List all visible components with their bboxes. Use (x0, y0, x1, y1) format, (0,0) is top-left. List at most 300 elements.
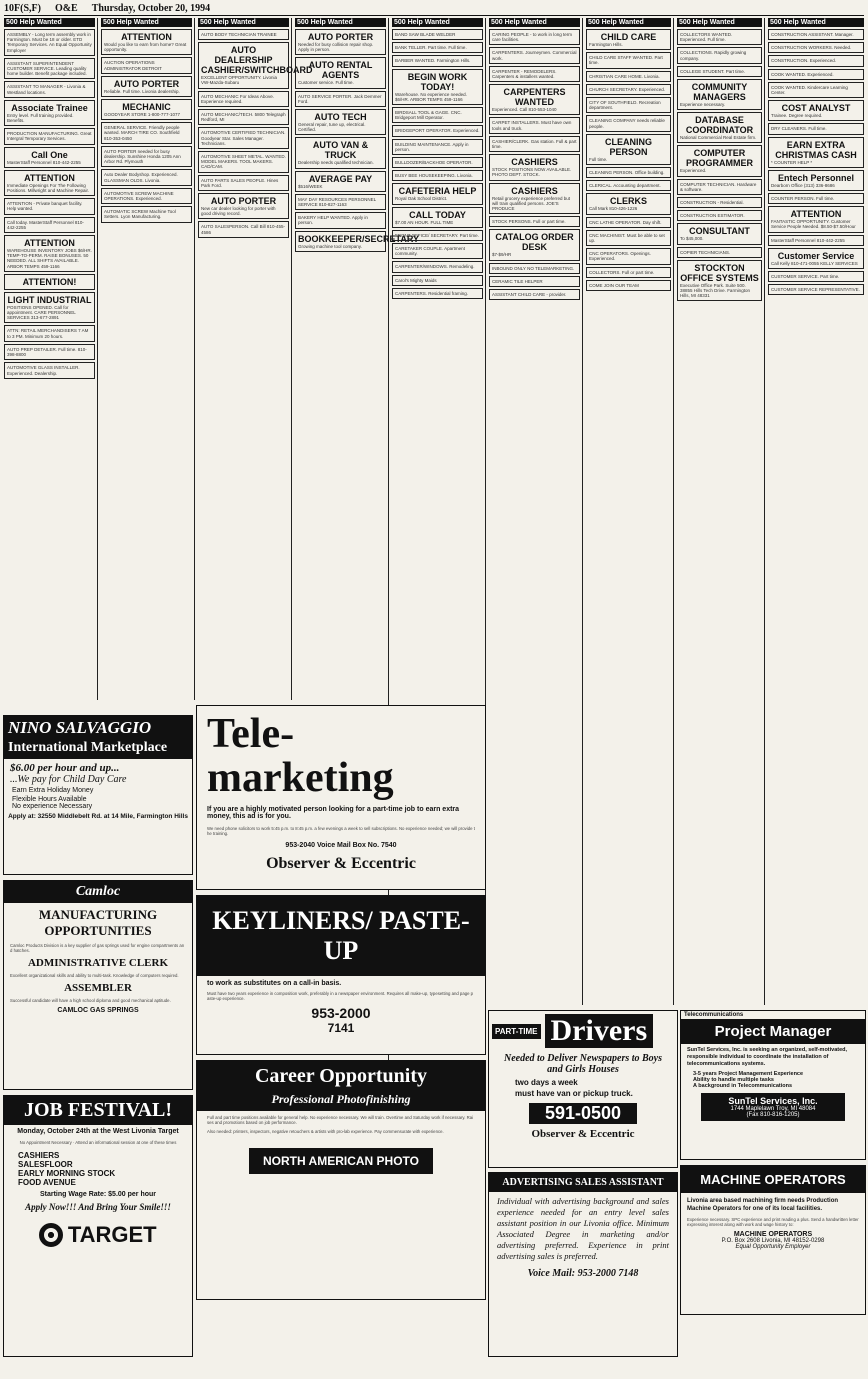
classified-ad (295, 29, 386, 55)
classified-ad (768, 29, 864, 40)
classified-ad (101, 76, 192, 97)
classified-ad-title: CONSULTANT (689, 226, 750, 237)
classified-ad-body: COLLECTIONS. Rapidly growing company. (680, 50, 747, 61)
classified-ad (677, 79, 762, 110)
classified-ad-body: Needed for busy collision repair shop. Apply in person. (298, 42, 374, 53)
classified-ad-title: EARN EXTRA CHRISTMAS CASH (775, 139, 857, 160)
classified-ad-body: BUILDING MAINTENANCE. Apply in person. (395, 141, 469, 152)
camloc-ad: Camloc MANUFACTURING OPPORTUNITIES Camloc Products Division is a key supplier of gas springs used for engine compartments and hatches. ADMINISTRATIVE CLERK Excellent organizational skills and ability to multi-task. Knowledge of computers required. ASSEMBLER Successful candidate will have a high school diploma and good mechanical aptitude. CAMLOC GAS SPRINGS (3, 880, 193, 1090)
pm-bullet: 3-5 years Project Management Experience (693, 1071, 804, 1077)
classified-ad-body: BRIDGEPORT OPERATOR. Experienced. (395, 128, 480, 134)
nino-bullet: No experience Necessary (12, 803, 93, 810)
telemarketing-phone: 953-2040 Voice Mail Box No. 7540 (285, 842, 397, 849)
classified-ad-body: Experienced. Call 810-553-1040 (492, 107, 557, 113)
drivers-bullet: must have van or pickup truck. (515, 1089, 633, 1098)
classified-ad (489, 84, 580, 115)
classified-ad-body: Trainee. Degree required. (771, 113, 823, 119)
classified-ad-body: Would you like to earn from home? Great opportunity. (104, 42, 187, 53)
classified-ad (295, 171, 386, 192)
classified-ad (295, 212, 386, 228)
classified-ad-title: AUTO TECH (314, 112, 367, 123)
classified-ad (392, 207, 483, 228)
classified-ad (677, 145, 762, 176)
classified-ad-body: CARING PEOPLE - to work in long term care facilities. (492, 32, 573, 43)
classified-ad (768, 193, 864, 204)
classified-ad (586, 230, 671, 246)
classified-ad (4, 325, 95, 341)
classified-ad (101, 169, 192, 185)
classified-ad (677, 29, 762, 45)
pm-body: SunTel Services, Inc. is seeking an organized, self-motivated, responsible individual to coordinate the installation of telecommunications systems. (687, 1047, 848, 1067)
classified-ad (392, 230, 483, 241)
classified-ad (489, 136, 580, 152)
classified-ad-body: COOK WANTED. Kindercare Learning Center. (771, 84, 848, 96)
classified-ad (768, 123, 864, 134)
classified-ad (489, 263, 580, 274)
classified-ad-body: Retail grocery experience preferred but will train qualified persons. JOE'S PRODUCE (492, 195, 571, 212)
drivers-ad (488, 1010, 678, 1168)
telemarketing-body: If you are a highly motivated person looking for a part-time job to earn extra money, this ad is for you. (207, 806, 460, 820)
classified-ad (198, 127, 289, 149)
camloc-footer: CAMLOC GAS SPRINGS (57, 1007, 139, 1014)
classified-ad-title: CALL TODAY (409, 209, 466, 220)
telemarketing-paper: Observer & Eccentric (266, 855, 416, 872)
classified-ad (101, 57, 192, 73)
classified-ad-body: MasterStaff Personnel 810-442-2255 (771, 237, 845, 243)
classified-ad-body: CARPENTER/WINDOWS. Remodeling. (395, 264, 475, 270)
machine-eoe: Equal Opportunity Employer (735, 1244, 811, 1250)
classified-ad-body: CLEANING PERSON. Office building. (589, 170, 665, 176)
classified-ad-title: Customer Service (777, 250, 855, 261)
classified-ad-title: AUTO DEALERSHIP CASHIER/SWITCHBOARD (201, 45, 313, 76)
career-opportunity-ad: Career Opportunity Professional Photofinishing Full and part time positions available for general help. No experience necessary. We will train. Overtime and Saturday work if necessary. Raises and promotions based on job performance. Also needed: printers, inspectors, negative retouchers & artists with pro-lab experience. Pay commensurate with experience. NORTH AMERICAN PHOTO (196, 1060, 486, 1300)
classified-ad-body: CLERICAL. Accounting department. (589, 183, 661, 189)
classified-ad-body: Executive Office Park. Suite 500. 38855 Hills Tech Drive. Farmington Hills, MI 48331 (680, 282, 750, 299)
classified-ad-body: Reliable. Full time. Livonia dealership. (104, 88, 180, 94)
column-2 (99, 18, 195, 700)
classified-ad-title: ATTENTION! (22, 276, 77, 287)
classified-ad-body: ASSEMBLY - Long term assembly work in Farmington. Must be 18 or older. ETD Temporary Services. An Equal Opportunity Employer (7, 32, 92, 53)
pm-bullet: A background in Telecommunications (693, 1083, 793, 1089)
classified-ad-body: AUTO PARTS SALES PEOPLE. Hines Park Ford. (201, 177, 279, 188)
classified-ad-body: BUSY BEE HOUSEKEEPING. Livonia. (395, 173, 473, 179)
classified-ad (101, 122, 192, 144)
classified-ad-body: AUTOMOTIVE CERTIFIED TECHNICIAN. Goodyear Star. Sales Manager. Technicians. (201, 130, 286, 146)
classified-ad-body: General repair, tune up, electrical. Certified. (298, 122, 366, 133)
classified-ad (586, 248, 671, 264)
classified-ad (768, 248, 864, 269)
classified-ad (489, 29, 580, 45)
classified-ad (198, 221, 289, 237)
classified-ad-body: CARPENTERS. Journeymen. Commercial work. (492, 50, 577, 61)
classified-ad (586, 71, 671, 82)
classified-ad (101, 29, 192, 55)
keyliners-body: to work as substitutes on a call-in basis. (207, 980, 342, 987)
classified-ad-body: ASSISTANT TO MANAGER - Livonia & Westland locations. (7, 84, 86, 95)
classified-ad (4, 198, 95, 214)
classified-ad (101, 146, 192, 168)
classified-ad (101, 99, 192, 120)
jobfest-pay: Starting Wage Rate: $5.00 per hour (39, 1191, 157, 1198)
classified-ad-body: Royal Oak School District. (395, 196, 448, 202)
drivers-part-time: PART-TIME (492, 1024, 541, 1039)
pm-header: Telecommunications (684, 1012, 744, 1018)
classified-ad (4, 344, 95, 360)
classified-ad-body: CARPET INSTALLERS. Must have own tools and truck. (492, 120, 572, 131)
classified-ad-body: Experience necessary. (680, 102, 726, 108)
classified-ad-title: CHILD CARE (600, 32, 657, 42)
classified-ad (392, 157, 483, 168)
classified-ad (768, 55, 864, 66)
classified-ad (101, 206, 192, 222)
telemarketing-title: Tele-marketing (207, 711, 394, 801)
classified-ad (4, 81, 95, 97)
classified-ad-body: CITY OF SOUTHFIELD. Recreation department. (589, 100, 661, 111)
classified-ad (489, 289, 580, 300)
machine-title: MACHINE OPERATORS (681, 1166, 865, 1193)
classified-ad-body: CASHIER/CLERK. Gas station. Full & part time. (492, 138, 577, 150)
section-header: 500 Help Wanted (101, 18, 192, 27)
classified-ad-body: AUTO SERVICE PORTER. Jack Demmer Ford. (298, 93, 382, 104)
section-header: 500 Help Wanted (4, 18, 95, 27)
classified-ad-body: COLLECTORS. Full or part time. (589, 269, 655, 275)
classified-ad-body: COLLEGE STUDENT. Part time. (680, 68, 746, 74)
classified-ad-body: COPIER TECHNICIANS. (680, 249, 731, 255)
classified-ad-body: AUCTION OPERATIONS ADMINISTRATOR DETROIT (104, 60, 162, 71)
jobfest-cta: Apply Now!!! And Bring Your Smile!!! (25, 1202, 171, 1212)
machine-address: P.O. Box 2608 Livonia, MI 48152-0298 (721, 1238, 825, 1244)
classified-ad (198, 175, 289, 191)
camloc-clerk: ADMINISTRATIVE CLERK (27, 957, 169, 969)
classified-ad-body: WAREHOUSE INVENTORY JOBS $6/HR. TEMP-TO-PERM. RAISE BONUSES. 50 NEEDED. ALL SHIFTS AVAILABLE. ARBOR TEMPS 459-1166 (7, 248, 92, 269)
classified-ad-title: COST ANALYST (781, 103, 851, 114)
nino-salvaggio-ad (3, 715, 193, 875)
classified-ad-body: MAY DAY RESOURCES PERSONNEL SERVICE 810-827-1163 (298, 196, 377, 208)
pm-title: Project Manager (681, 1019, 865, 1044)
classified-ad-body: CARETAKER COUPLE. Apartment community. (395, 246, 465, 257)
classified-ad-body: CHILD CARE STAFF WANTED. Part time. (589, 55, 663, 66)
classified-ad-body: Call Kelly 810-471-0055 KELLY SERVICES (771, 260, 858, 266)
classified-ad-body: Dearborn Office (313) 336-8686 (771, 182, 835, 188)
classified-ad (4, 292, 95, 324)
classified-ad-body: STOCK POSITIONS NOW AVAILABLE. PHOTO DEPT. STOCK. (492, 167, 572, 178)
nino-apply: Apply at: 32550 Middlebelt Rd. at 14 Mile, Farmington Hills (8, 813, 188, 820)
issue-date: Thursday, October 20, 1994 (91, 3, 211, 14)
classified-ad-body: COOK WANTED. Experienced. (771, 71, 834, 77)
classified-ad-body: CONSTRUCTION ASSISTANT. Manager. (771, 32, 854, 37)
classified-ad-body: EXCELLENT OPPORTUNITY. Livonia VW-Mazda-Subaru (201, 75, 278, 86)
machine-company: MACHINE OPERATORS (733, 1231, 813, 1238)
classified-ad-body: $7.00 AN HOUR. FULL TIME (395, 219, 454, 225)
classified-ad-body: AUTO MECHANIC/TECH. 5800 Telegraph Redford, MI (201, 112, 286, 123)
classified-ad (392, 261, 483, 272)
classified-ad (4, 235, 95, 272)
classified-ad-body: PRODUCTION MANUFACTURING. Great Intergral Temporary Services. (7, 131, 92, 142)
jobfest-position: CASHIERS (18, 1151, 60, 1160)
classified-ad-body: ASSISTANT SUPERINTENDENT CUSTOMER SERVICE. Leading quality home builder. Benefit package included. (7, 60, 87, 77)
classified-ad-body: FRONT OFFICE/ SECRETARY. Part time. (395, 232, 479, 238)
classified-ad (198, 109, 289, 125)
classified-ad (586, 193, 671, 214)
section-header: 500 Help Wanted (768, 18, 864, 27)
classified-ad-body: Warehouse. No experience needed. $6/HR. ARBOR TEMPS 459-1166 (395, 91, 467, 102)
classified-ad-body: CUSTOMER SERVICE REPRESENTATIVE. (771, 287, 860, 293)
classified-ad-body: AUTOMOTIVE GLASS INSTALLER. Experienced. Dealership. (7, 365, 80, 376)
adsales-body: Individual with advertising background and sales experience needed for an entry level sales assistant position in our Livonia office. Minimum Associated Degree in marketing and/or advertising preferred. Experience in print advertising sales is preferred. (497, 1196, 669, 1261)
classified-ad-body: Experienced. (680, 168, 707, 174)
classified-ad-body: BIRDSALL TOOL & GAGE. CNC. Bridgeport Mill Operator. (395, 110, 462, 121)
jobfest-position: EARLY MORNING STOCK (18, 1169, 116, 1178)
classified-ad-body: CNC MACHINIST. Must be able to set up. (589, 232, 665, 244)
classified-ad-title: Call One (31, 149, 68, 160)
classified-ad-body: CERAMIC TILE HELPER (492, 278, 543, 284)
classified-ad-body: ASSISTANT CHILD CARE - provider. (492, 292, 567, 298)
classified-ad (489, 183, 580, 215)
classified-ad (198, 193, 289, 219)
classified-ad-title: DATABASE COORDINATOR (685, 115, 754, 136)
classified-ad (586, 280, 671, 291)
section-header: 500 Help Wanted (677, 18, 762, 27)
classified-ad-body: Entry level. Full training provided. Benefits. (7, 112, 74, 124)
telemarketing-ad: Tele-marketing If you are a highly motivated person looking for a part-time job to earn extra money, this ad is for you. We need phone solicitors to work 5:45 p.m. to 8:45 p.m. a few evenings a week to sell subscriptions. No experience needed; we will provide the training. 953-2040 Voice Mail Box No. 7540 Observer & Eccentric (196, 705, 486, 890)
classified-ad-body: CNC LATHE OPERATOR. Day shift. (589, 219, 662, 225)
classified-ad (392, 107, 483, 123)
classified-ad-body: COLLECTORS WANTED. Experienced. Full time. (680, 32, 733, 43)
section-header: 500 Help Wanted (198, 18, 289, 27)
column-1 (2, 18, 98, 700)
classified-ad (489, 66, 580, 82)
classified-ad-title: ATTENTION (24, 238, 75, 249)
drivers-title: Drivers (545, 1014, 654, 1048)
classified-ad (586, 267, 671, 278)
classified-ad-body: MasterStaff Personnel 810-442-2255 (7, 159, 81, 165)
classified-ad (586, 180, 671, 191)
adsales-title: ADVERTISING SALES ASSISTANT (489, 1173, 677, 1192)
classified-ad-body: $516/WEEK (298, 183, 323, 189)
classified-ad-body: Call Mark 810-426-1226 (589, 206, 638, 212)
classified-ad (489, 47, 580, 63)
classified-ad-title: Associate Trainee (11, 102, 88, 113)
classified-ad-body: CHRISTIAN CARE HOME. Livonia. (589, 73, 660, 79)
classified-ad-title: CLERKS (609, 196, 647, 207)
classified-ad-body: Farmington Hills. (589, 42, 623, 47)
classified-ad (198, 42, 313, 88)
classified-ad-body: COME JOIN OUR TEAM (589, 282, 639, 288)
classified-ad-body: AUTO MECHANIC For Ideas Above. Experience required. (201, 93, 274, 104)
drivers-paper: Observer & Eccentric (531, 1128, 635, 1140)
nino-pay: $6.00 per hour and up... (10, 762, 120, 774)
classified-ad (4, 100, 95, 126)
classified-ad (295, 91, 386, 107)
classified-ad-body: CONSTRUCTION - Residential. (680, 200, 744, 206)
classified-ad-body: Immediate Openings For The Following Positions. Millwright and Machine Repair. (7, 182, 90, 194)
classified-ad-body: CHURCH SECRETARY. Experienced. (589, 86, 666, 92)
classified-ad-body: AUTOMOTIVE SHEET METAL. WANTED. MODEL MAKERS. TOOL MAKERS. CAD/CAM. (201, 154, 286, 170)
classified-ad-title: BOOKKEEPER/SECRETARY (298, 233, 420, 244)
classified-ad-title: LIGHT INDUSTRIAL (7, 294, 92, 305)
classified-ad (392, 288, 483, 299)
classified-ad-title: CARPENTERS WANTED (503, 87, 566, 108)
classified-ad-body: STOCK PERSONS. Full or part time. (492, 219, 566, 225)
classified-ad-title: ATTENTION (121, 32, 172, 42)
classified-ad-body: DRY CLEANERS. Full time. (771, 126, 827, 132)
classified-ad-body: CONSTRUCTION WORKERS. Needed. (771, 45, 852, 51)
classified-ad (677, 197, 762, 208)
project-manager-ad (680, 1010, 866, 1160)
classified-ad-body: Carol's Mighty Maids (395, 277, 437, 283)
classified-ad (586, 29, 671, 50)
classified-ad-body: AUTOMATIC SCREW Machine Tool Setters. Lyon Manufacturing. (104, 209, 176, 220)
classified-ad (768, 69, 864, 80)
nino-bullet: Earn Extra Holiday Money (12, 787, 94, 794)
classified-ad-body: BANK TELLER. Part time. Full time. (395, 45, 467, 51)
classified-ad (586, 52, 671, 68)
classified-ad-body: COMPUTER TECHNICIAN. Hardware & software. (680, 181, 757, 192)
pm-bullet: Ability to handle multiple tasks (693, 1077, 774, 1083)
classified-ad-body: National Commercial Real Estate firm. (680, 135, 757, 141)
classified-ad (677, 223, 762, 244)
classified-ad-title: AUTO RENTAL AGENTS (308, 60, 373, 81)
classified-ad-body: New car dealer looking for porter with good driving record. (201, 206, 276, 217)
classified-ad-body: $7-$9/HR (492, 252, 512, 258)
classified-ad-body: AUTOMOTIVE SCREW MACHINE OPERATIONS. Experienced. (104, 190, 174, 202)
page-number: 10F(S,F) (4, 3, 41, 14)
camloc-logo: Camloc (4, 881, 192, 903)
keyliners-ext: 7141 (327, 1021, 355, 1035)
classified-ad (392, 55, 483, 66)
classified-ad-title: AUTO PORTER (113, 78, 180, 89)
classified-ad-body: CARPENTER - REMODELERS. Carpenters & installers wanted. (492, 68, 557, 80)
target-bullseye-icon (39, 1223, 63, 1247)
advertising-sales-ad (488, 1172, 678, 1357)
classified-ad (586, 167, 671, 178)
north-american-photo-logo: NORTH AMERICAN PHOTO (249, 1148, 433, 1174)
classified-ad-body: CNC OPERATORS. Openings. Experienced. (589, 251, 651, 262)
column-7 (584, 18, 674, 1005)
classified-ad-body: Auto Dealer Bodyshop. Experienced. GLASSMAN OLDS. Livonia. (104, 172, 178, 183)
section-header: 500 Help Wanted (489, 18, 580, 27)
classified-ad (586, 97, 671, 113)
classified-ad (392, 170, 483, 181)
classified-ad (295, 57, 386, 88)
paper-name: O&E (54, 3, 78, 14)
classified-ad (4, 170, 95, 196)
classified-ad (586, 217, 671, 228)
classified-ad (101, 188, 192, 204)
classified-ad (677, 210, 762, 221)
classified-ad (198, 91, 289, 107)
classified-ad-title: CASHIERS (511, 185, 558, 196)
classified-ad (392, 125, 483, 136)
classified-ad-title: COMMUNITY MANAGERS (691, 82, 748, 103)
jobfest-date: Monday, October 24th at the West Livonia Target (17, 1128, 179, 1135)
classified-ad-body: GOODYEAR STORE 1-800-777-1077 (104, 112, 180, 118)
classified-ad-body: FANTASTIC OPPORTUNITY. Customer Service People Needed. $8.50-$7.50/Hour (771, 219, 856, 230)
classified-ad-body: CONSTRUCTION ESTIMATOR. (680, 213, 745, 219)
classified-ad (768, 206, 864, 232)
career-title: Career Opportunity (197, 1061, 485, 1092)
nino-pay-2: ...We pay for Child Day Care (10, 774, 127, 785)
classified-ad (4, 29, 95, 56)
classified-ad-title: CASHIERS (511, 157, 558, 168)
classified-ad (489, 229, 580, 260)
job-festival-ad: JOB FESTIVAL! Monday, October 24th at the West Livonia Target No Appointment Necessary · Attend an informational session at one of these times CASHIERS SALESFLOOR EARLY MORNING STOCK FOOD AVENUE Starting Wage Rate: $5.00 per hour Apply Now!!! And Bring Your Smile!!! TARGET (3, 1095, 193, 1357)
classified-ad-body: COUNTER PERSON. Full time. (771, 196, 835, 202)
masthead (4, 3, 864, 16)
classified-ad (4, 128, 95, 144)
classified-ad-title: CLEANING PERSON (605, 136, 652, 157)
adsales-phone: Voice Mail: 953-2000 7148 (527, 1268, 639, 1279)
classified-ad-body: CLEANING COMPANY needs reliable people. (589, 118, 665, 129)
keyliners-ad: KEYLINERS/ PASTE-UP to work as substitutes on a call-in basis. Must have two years experience in composition work, preferably in a newspaper environment. Requires all make-up, typesetting and page paste-up experience. 953-2000 7141 (196, 895, 486, 1055)
classified-ad (4, 362, 95, 378)
classified-ad-title: Entech Personnel (777, 172, 855, 183)
classified-ad-title: CAFETERIA HELP (398, 186, 477, 197)
classified-ad (677, 66, 762, 77)
classified-ad-body: CARPENTERS. Residential framing. (395, 290, 469, 296)
nino-title: NINO SALVAGGIO (4, 716, 192, 740)
classified-ad-body: AUTO PORTER needed for busy dealership. Sunshine Honda 1205 Ann Arbor Rd. Plymouth (104, 148, 181, 165)
classified-ad-title: CATALOG ORDER DESK (495, 232, 574, 253)
classified-ad (768, 284, 864, 295)
classified-ad (768, 82, 864, 98)
classified-ad-title: ATTENTION (790, 209, 842, 220)
classified-ad-title: COMPUTER PROGRAMMER (686, 148, 753, 169)
section-header: 500 Help Wanted (295, 18, 386, 27)
classified-ad (586, 115, 671, 131)
machine-body: Livonia area based machining firm needs Production Machine Operators for one of its local facilities. (687, 1198, 839, 1212)
classified-ad-body: Growing machine tool company. (298, 243, 362, 249)
classified-ad-body: BAKERY HELP WANTED. Apply in person. (298, 215, 368, 226)
pm-fax: (Fax 810-816-1205) (746, 1112, 800, 1118)
classified-ad (4, 217, 95, 233)
classified-ad (4, 274, 95, 290)
classified-ad-title: BEGIN WORK TODAY! (407, 71, 468, 92)
classified-ad-title: AVERAGE PAY (308, 173, 373, 184)
classified-ad (392, 42, 483, 53)
jobfest-title: JOB FESTIVAL! (4, 1096, 192, 1125)
classified-ad (392, 29, 483, 40)
section-header: 500 Help Wanted (392, 18, 483, 27)
classified-ad-body: BARBER WANTED. Farmington Hills. (395, 58, 471, 64)
classified-ad-body: Call today. MasterStaff Personnel 810-442-2255 (7, 219, 84, 230)
classified-ad-title: AUTO PORTER (307, 32, 374, 42)
classified-ad (677, 112, 762, 143)
classified-ad (295, 194, 386, 210)
classified-ad-body: AUTO SALESPERSON. Call Bill 810-455-4586 (201, 224, 285, 235)
classified-ad (198, 151, 289, 173)
keyliners-phone: 953-2000 (311, 1005, 371, 1021)
classified-ad (392, 275, 483, 286)
classified-ad (392, 69, 483, 105)
drivers-body: Needed to Deliver Newspapers to Boys and Girls Houses (503, 1053, 663, 1075)
classified-ad (489, 154, 580, 180)
jobfest-position: SALESFLOOR (18, 1160, 73, 1169)
classified-ad (198, 29, 289, 40)
classified-ad (768, 271, 864, 282)
classified-ad-body: BULLDOZER/BACKHOE OPERATOR. (395, 160, 473, 166)
classified-ad (677, 179, 762, 195)
classified-ad-body: * COUNTER HELP * (771, 159, 813, 165)
classified-ad (768, 100, 864, 121)
nino-subtitle: International Marketplace (4, 740, 192, 759)
machine-operators-ad: MACHINE OPERATORS Livonia area based machining firm needs Production Machine Operators for one of its local facilities. Experience necessary. SPC experience and print reading a plus. Send a handwritten letter expressing interest along with work and wage history to: MACHINE OPERATORS P.O. Box 2608 Livonia, MI 48152-0298 Equal Opportunity Employer (680, 1165, 866, 1315)
classified-ad (4, 58, 95, 80)
pm-company: SunTel Services, Inc. (728, 1096, 818, 1106)
classified-ad (295, 137, 386, 168)
classified-ad-body: CUSTOMER SERVICE. Part time. (771, 274, 840, 280)
classified-ad-body: ATTENTION - Private banquet facility. Help wanted. (7, 201, 83, 212)
